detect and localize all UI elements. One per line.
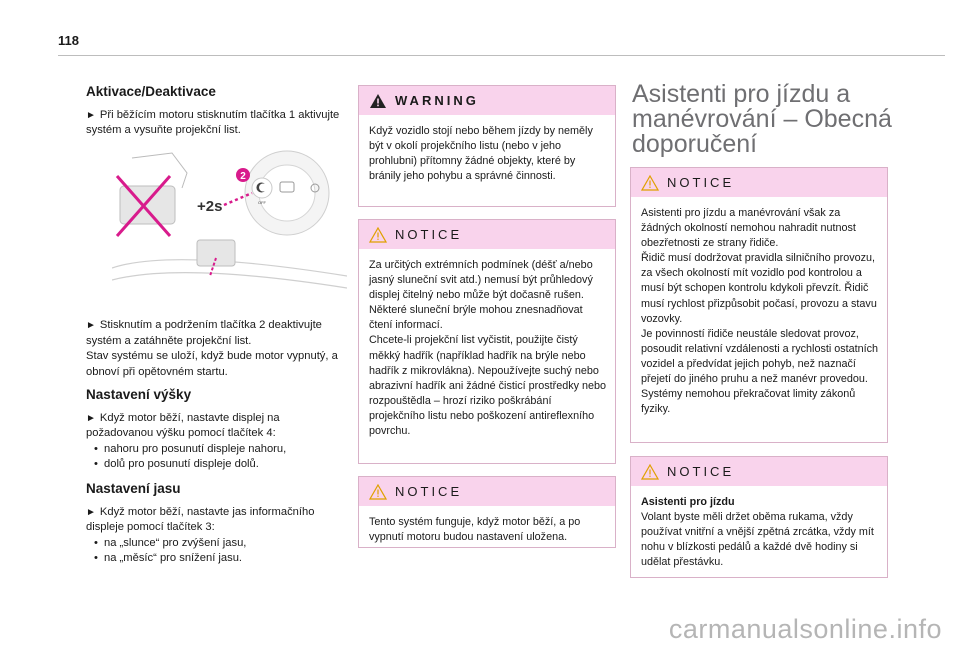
paragraph <box>86 505 344 536</box>
notice-icon <box>369 227 387 243</box>
paragraph-text: Stisknutím a podržením tlačítka 2 deaktivujte systém a zatáhněte projekční list. <box>86 319 322 347</box>
button-off-label: OFF <box>258 200 266 205</box>
notice-title: NOTICE <box>667 175 735 190</box>
paragraph: Volant byste měli držet oběma rukama, vždy používat vnitřní a vnější zpětná zrcátka, vždy mít nohu v blízkosti pedálů a každé dvě hodiny si udělat přestávku. <box>641 511 874 569</box>
paragraph: Je povinností řidiče neustále sledovat provoz, posoudit relativní vzdálenosti a rychlosti ostatních vozidel a předvídat jejich pohyb, než naznačí přejetí do jiného pruhu a než manévr provedou. <box>641 327 879 386</box>
paragraph-text: Když motor běží, nastavte displej na požadovanou výšku pomocí tlačítek 4: <box>86 411 280 440</box>
paragraph-text: Při běžícím motoru stisknutím tlačítka 1 aktivujte systém a vysuňte projekční list. <box>86 108 340 137</box>
bullet-list <box>86 442 344 473</box>
notice-icon <box>641 464 659 480</box>
notice-icon <box>641 175 659 191</box>
watermark: carmanualsonline.info <box>668 614 942 644</box>
arrow-icon: ► <box>86 320 96 331</box>
notice-box <box>630 167 888 443</box>
page-title: Asistenti pro jízdu a manévrování – Obecná doporučení <box>632 80 892 158</box>
list-item: • na „měsíc“ pro snížení jasu. <box>96 551 344 567</box>
paragraph: Asistenti pro jízdu a manévrování však za žádných okolností nemohou nahradit nutnost obezřetnosti ze strany řidiče. <box>641 207 856 250</box>
section-deactivation <box>86 318 344 380</box>
bullet-list <box>86 536 344 567</box>
warning-header <box>359 86 615 115</box>
paragraph: Chcete-li projekční list vyčistit, použijte čistý měkký hadřík (například hadřík na brýle nebo hadřík z mikrovlákna). Nepoužívejte suchý nebo abrazivní hadřík ani žádné čisticí prostředky nebo rozpouštědla – hrozí riziko poškrábání projekčního listu nebo poškození antireflexního povrchu. <box>369 334 607 438</box>
paragraph: Řidič musí dodržovat pravidla silničního provozu, za všech okolností mít vozidlo pod kontrolou a musí být schopen kontrolu kdykoli převzít. Řidič musí rychlost přizpůsobit počasí, provozu a stavu vozovky. <box>641 252 877 325</box>
notice-title: NOTICE <box>395 227 463 242</box>
paragraph: Některé sluneční brýle mohou znesnadňovat čtení informací. <box>369 304 583 332</box>
section-height <box>86 387 344 473</box>
list-item: • dolů pro posunutí displeje dolů. <box>96 457 344 473</box>
section-heading: Aktivace/Deaktivace <box>86 84 216 99</box>
notice-box <box>358 476 616 548</box>
button-number-label: 2 <box>240 171 246 182</box>
paragraph: Systémy nemohou překračovat limity zákonů fyziky. <box>641 388 856 416</box>
notice-text <box>631 197 887 425</box>
hold-label: +2s <box>197 198 223 215</box>
page-number: 118 <box>58 33 79 48</box>
arrow-icon: ► <box>86 506 96 518</box>
warning-box <box>358 85 616 207</box>
paragraph <box>86 318 344 349</box>
paragraph <box>86 411 344 442</box>
section-heading: Nastavení jasu <box>86 481 181 496</box>
notice-text <box>631 486 887 578</box>
notice-box <box>358 219 616 464</box>
notice-subtitle: Asistenti pro jízdu <box>641 496 735 508</box>
warning-text: Když vozidlo stojí nebo během jízdy by neměly být v okolí projekčního listu (nebo v jeho prohlubni) přítomny žádné objekty, které by bránily jeho pohybu a správné činnosti. <box>369 125 593 183</box>
section-brightness <box>86 481 344 567</box>
header-rule <box>58 55 945 56</box>
arrow-icon: ► <box>86 412 96 424</box>
warning-title: WARNING <box>395 93 479 108</box>
paragraph-text: Když motor běží, nastavte jas informačního displeje pomocí tlačítek 3: <box>86 505 315 534</box>
section-activation <box>86 84 344 139</box>
notice-text <box>359 249 615 447</box>
notice-text: Tento systém funguje, když motor běží, a po vypnutí motoru budou nastavení uložena. <box>369 516 581 544</box>
paragraph: Stav systému se uloží, když bude motor vypnutý, a obnoví při opětovném startu. <box>86 350 338 378</box>
list-item: • na „slunce“ pro zvýšení jasu, <box>96 536 344 552</box>
notice-header <box>631 168 887 197</box>
notice-box <box>630 456 888 578</box>
section-heading: Nastavení výšky <box>86 387 192 402</box>
notice-title: NOTICE <box>395 484 463 499</box>
paragraph <box>86 108 344 139</box>
notice-header <box>359 477 615 506</box>
notice-title: NOTICE <box>667 464 735 479</box>
notice-header <box>359 220 615 249</box>
arrow-icon: ► <box>86 109 96 121</box>
list-item: • nahoru pro posunutí displeje nahoru, <box>96 442 344 458</box>
notice-icon <box>369 484 387 500</box>
paragraph: Za určitých extrémních podmínek (déšť a/nebo jasný sluneční svit atd.) nemusí být průhledový displej čitelný nebo může být dočasně rušen. <box>369 259 593 302</box>
dashboard-illustration <box>112 148 347 290</box>
warning-icon <box>369 93 387 109</box>
notice-header <box>631 457 887 486</box>
